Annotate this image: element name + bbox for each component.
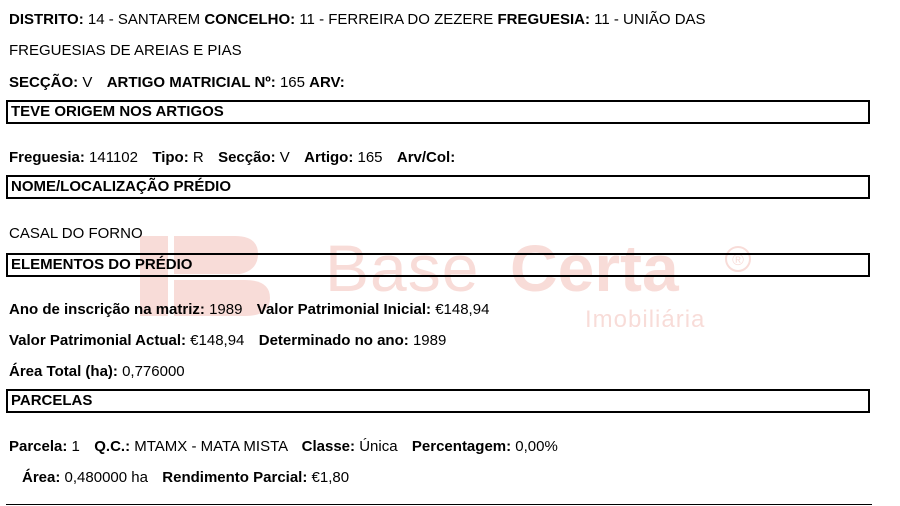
distrito-value: 14 - SANTAREM <box>87 11 201 28</box>
percentagem-value: 0,00% <box>515 438 558 455</box>
origem-seccao-value: V <box>279 149 290 166</box>
origem-artigo-value: 165 <box>357 149 383 166</box>
freguesia-value: 11 - UNIÃO DAS <box>594 11 706 28</box>
origem-seccao-label: Secção: <box>218 149 276 166</box>
qc-value: MTAMX - MATA MISTA <box>134 438 288 455</box>
elementos-line1 <box>9 301 489 319</box>
vp-actual-label: Valor Patrimonial Actual: <box>9 332 186 349</box>
section-header-origem: TEVE ORIGEM NOS ARTIGOS <box>6 100 870 124</box>
percentagem-label: Percentagem: <box>411 438 512 455</box>
seccao-value: V <box>82 74 93 91</box>
rendimento-parcial-value: €1,80 <box>311 469 350 486</box>
origem-details-line <box>9 149 455 167</box>
arv-label: ARV: <box>309 74 345 91</box>
determinado-ano-label: Determinado no ano: <box>258 332 409 349</box>
ano-inscricao-value: 1989 <box>209 301 243 318</box>
vp-actual-value: €148,94 <box>190 332 245 349</box>
vp-inicial-value: €148,94 <box>435 301 490 318</box>
area-total-label: Área Total (ha): <box>9 363 118 380</box>
origem-tipo-label: Tipo: <box>152 149 189 166</box>
area-total-value: 0,776000 <box>122 363 185 380</box>
origem-artigo-label: Artigo: <box>304 149 354 166</box>
freguesia-label: FREGUESIA: <box>497 11 590 28</box>
registered-icon: ® <box>725 246 751 272</box>
parcela-line1 <box>9 438 558 456</box>
section-header-elementos: ELEMENTOS DO PRÉDIO <box>6 253 870 277</box>
concelho-value: 11 - FERREIRA DO ZEZERE <box>299 11 494 28</box>
concelho-label: CONCELHO: <box>204 11 296 28</box>
distrito-label: DISTRITO: <box>9 11 84 28</box>
origem-arvcol-label: Arv/Col: <box>396 149 456 166</box>
parcela-label: Parcela: <box>9 438 68 455</box>
seccao-label: SECÇÃO: <box>9 74 79 91</box>
header-location-line2 <box>9 42 242 60</box>
bottom-divider <box>6 504 872 505</box>
rendimento-parcial-label: Rendimento Parcial: <box>162 469 308 486</box>
parcela-area-label: Área: <box>22 469 61 486</box>
watermark-subtitle: Imobiliária <box>585 306 706 333</box>
freguesia-value-continued: FREGUESIAS DE AREIAS E PIAS <box>9 42 242 59</box>
vp-inicial-label: Valor Patrimonial Inicial: <box>256 301 432 318</box>
origem-freguesia-label: Freguesia: <box>9 149 85 166</box>
origem-freguesia-value: 141102 <box>89 149 138 166</box>
section-header-parcelas: PARCELAS <box>6 389 870 413</box>
artigo-matricial-label: ARTIGO MATRICIAL Nº: <box>106 74 276 91</box>
artigo-matricial-value: 165 <box>279 74 305 91</box>
origem-tipo-value: R <box>192 149 204 166</box>
qc-label: Q.C.: <box>94 438 131 455</box>
classe-value: Única <box>359 438 398 455</box>
watermark-word-certa: Certa <box>510 231 679 305</box>
parcela-value: 1 <box>71 438 80 455</box>
nome-predio-value: CASAL DO FORNO <box>9 225 143 242</box>
parcela-area-value: 0,480000 ha <box>64 469 148 486</box>
watermark-logo <box>140 231 780 336</box>
determinado-ano-value: 1989 <box>412 332 447 349</box>
header-seccao-line <box>9 74 345 92</box>
elementos-line3 <box>9 363 185 381</box>
section-header-nome: NOME/LOCALIZAÇÃO PRÉDIO <box>6 175 870 199</box>
ano-inscricao-label: Ano de inscrição na matriz: <box>9 301 205 318</box>
watermark-word-base: Base <box>325 231 480 305</box>
header-location-line1 <box>9 11 706 29</box>
classe-label: Classe: <box>301 438 356 455</box>
parcela-line2 <box>22 469 349 487</box>
elementos-line2 <box>9 332 446 350</box>
